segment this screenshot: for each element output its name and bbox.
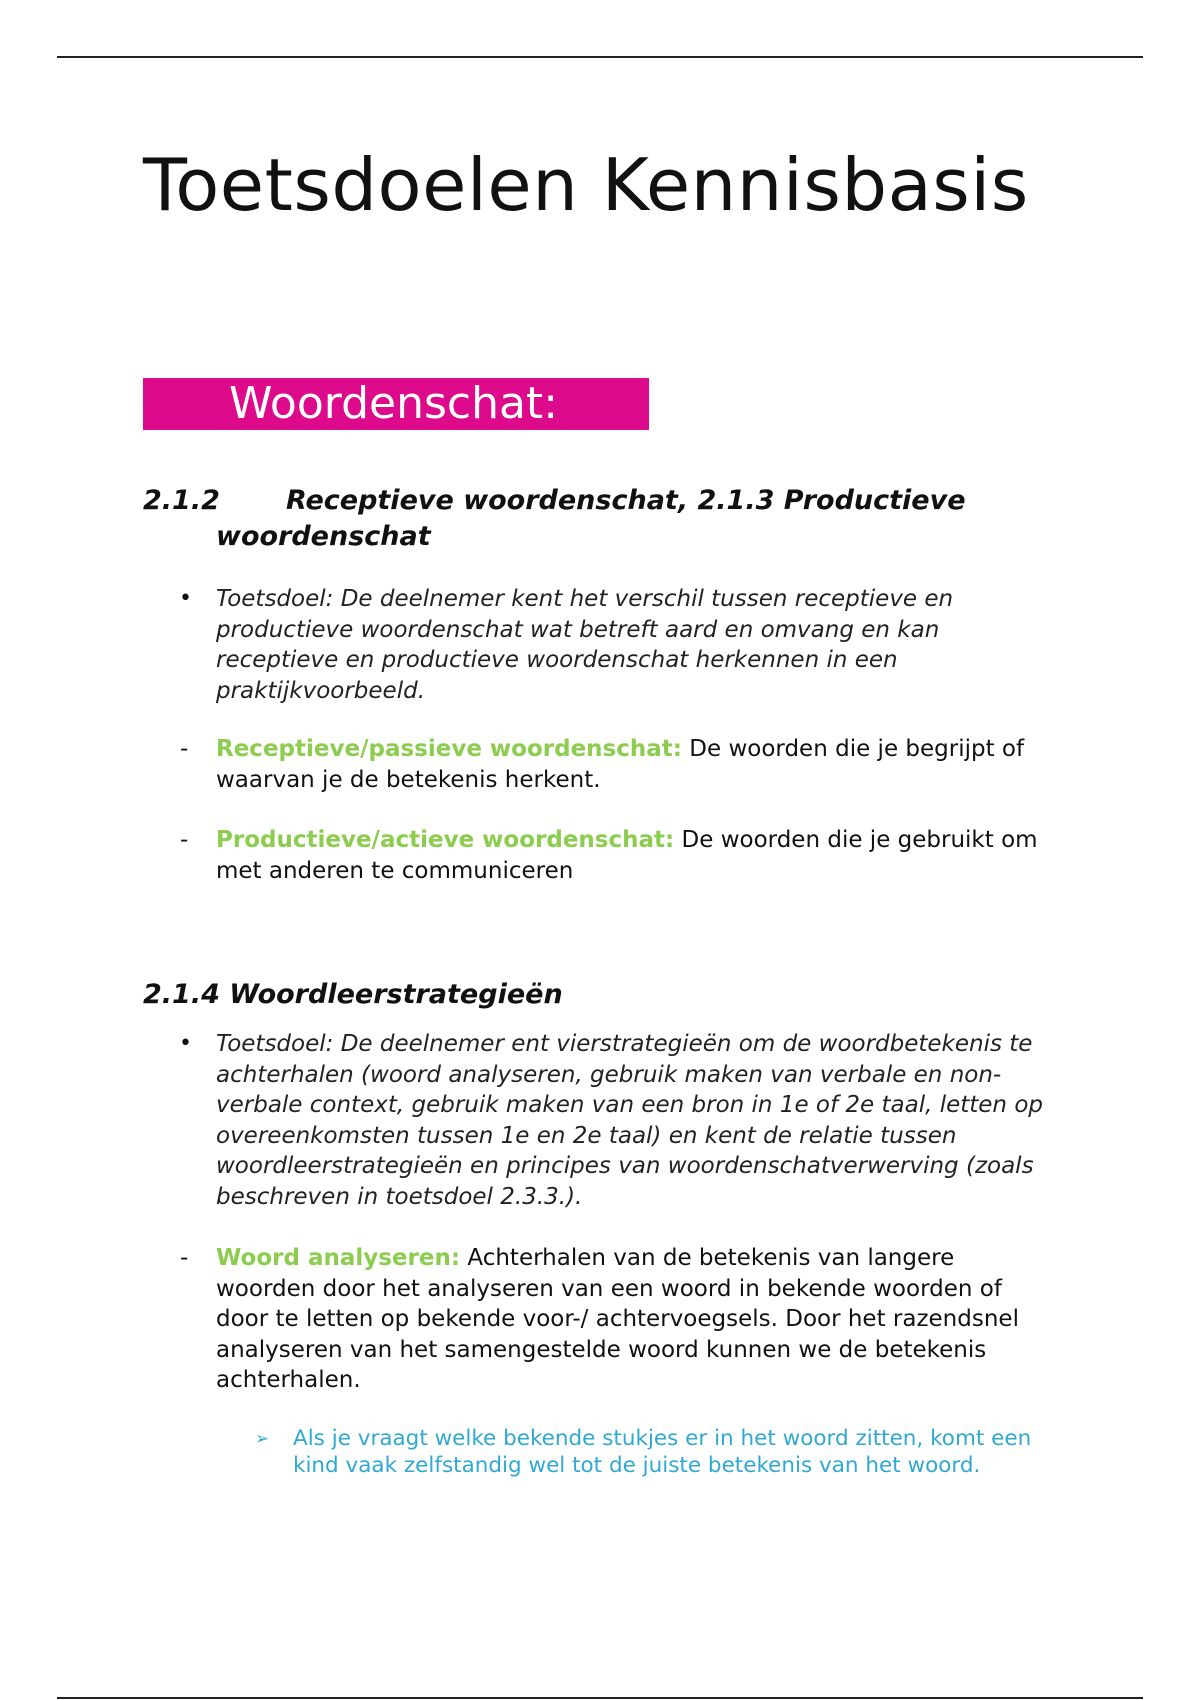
definition-term: Woord analyseren:: [216, 1245, 461, 1271]
definition-text: De woorden die je begrijpt of waarvan je de betekenis herkent.: [216, 736, 1025, 793]
definition-body: [177, 734, 1057, 795]
definition-item: [177, 734, 1057, 795]
tip-note: [255, 1426, 1075, 1479]
definition-body: [177, 825, 1057, 886]
toetsdoel-bullet: [177, 1029, 1057, 1212]
definition-body: [177, 1243, 1057, 1396]
tip-text: Als je vraagt welke bekende stukjes er in het woord zitten, komt een kind vaak zelfstandig wel tot de juiste betekenis van het woord.: [293, 1426, 1032, 1478]
toetsdoel-bullet: [177, 584, 1057, 706]
section-number: 2.1.2: [143, 485, 220, 516]
section-heading-text: Receptieve woordenschat, 2.1.3 Productieve: [286, 485, 966, 516]
bullet-marker: •: [179, 586, 192, 611]
definition-term: Productieve/actieve woordenschat:: [216, 827, 675, 853]
section-heading-receptief: [143, 483, 1043, 555]
dash-marker: -: [180, 736, 189, 762]
bullet-marker: •: [179, 1031, 192, 1056]
definition-text: Achterhalen van de betekenis van langere woorden door het analyseren van een woord in bekende woorden of door te letten op bekende voor-/ achtervoegsels. Door het razendsnel analyseren van het samengestelde woord kunnen we de betekenis achterhalen.: [216, 1245, 1019, 1393]
definition-text: De woorden die je gebruikt om met anderen te communiceren: [216, 827, 1038, 884]
footer-rule: [57, 1697, 1143, 1699]
document-title: Toetsdoelen Kennisbasis: [143, 143, 1029, 227]
definition-term: Receptieve/passieve woordenschat:: [216, 736, 682, 762]
definition-item: [177, 825, 1057, 886]
toetsdoel-text: Toetsdoel: De deelnemer ent vierstrategieën om de woordbetekenis te achterhalen (woord analyseren, gebruik maken van verbale en non-verbale context, gebruik maken van een bron in 1e of 2e taal, letten op overeenkomsten tussen 1e en 2e taal) en kent de relatie tussen woordleerstrategieën en principes van woordenschatverwerving (zoals beschreven in toetsdoel 2.3.3.).: [216, 1031, 1043, 1210]
section-heading-strategieen: 2.1.4 Woordleerstrategieën: [143, 979, 563, 1010]
arrow-bullet-icon: ➢: [255, 1429, 270, 1449]
dash-marker: -: [180, 827, 189, 853]
section-heading-continuation: woordenschat: [216, 521, 431, 552]
toetsdoel-text: Toetsdoel: De deelnemer kent het verschil tussen receptieve en productieve woordenschat wat betreft aard en omvang en kan receptieve en productieve woordenschat herkennen in een praktijkvoorbeeld.: [216, 586, 954, 704]
section-banner: Woordenschat:: [143, 378, 649, 430]
header-rule: [57, 56, 1143, 58]
definition-item: [177, 1243, 1057, 1396]
dash-marker: -: [180, 1245, 189, 1271]
